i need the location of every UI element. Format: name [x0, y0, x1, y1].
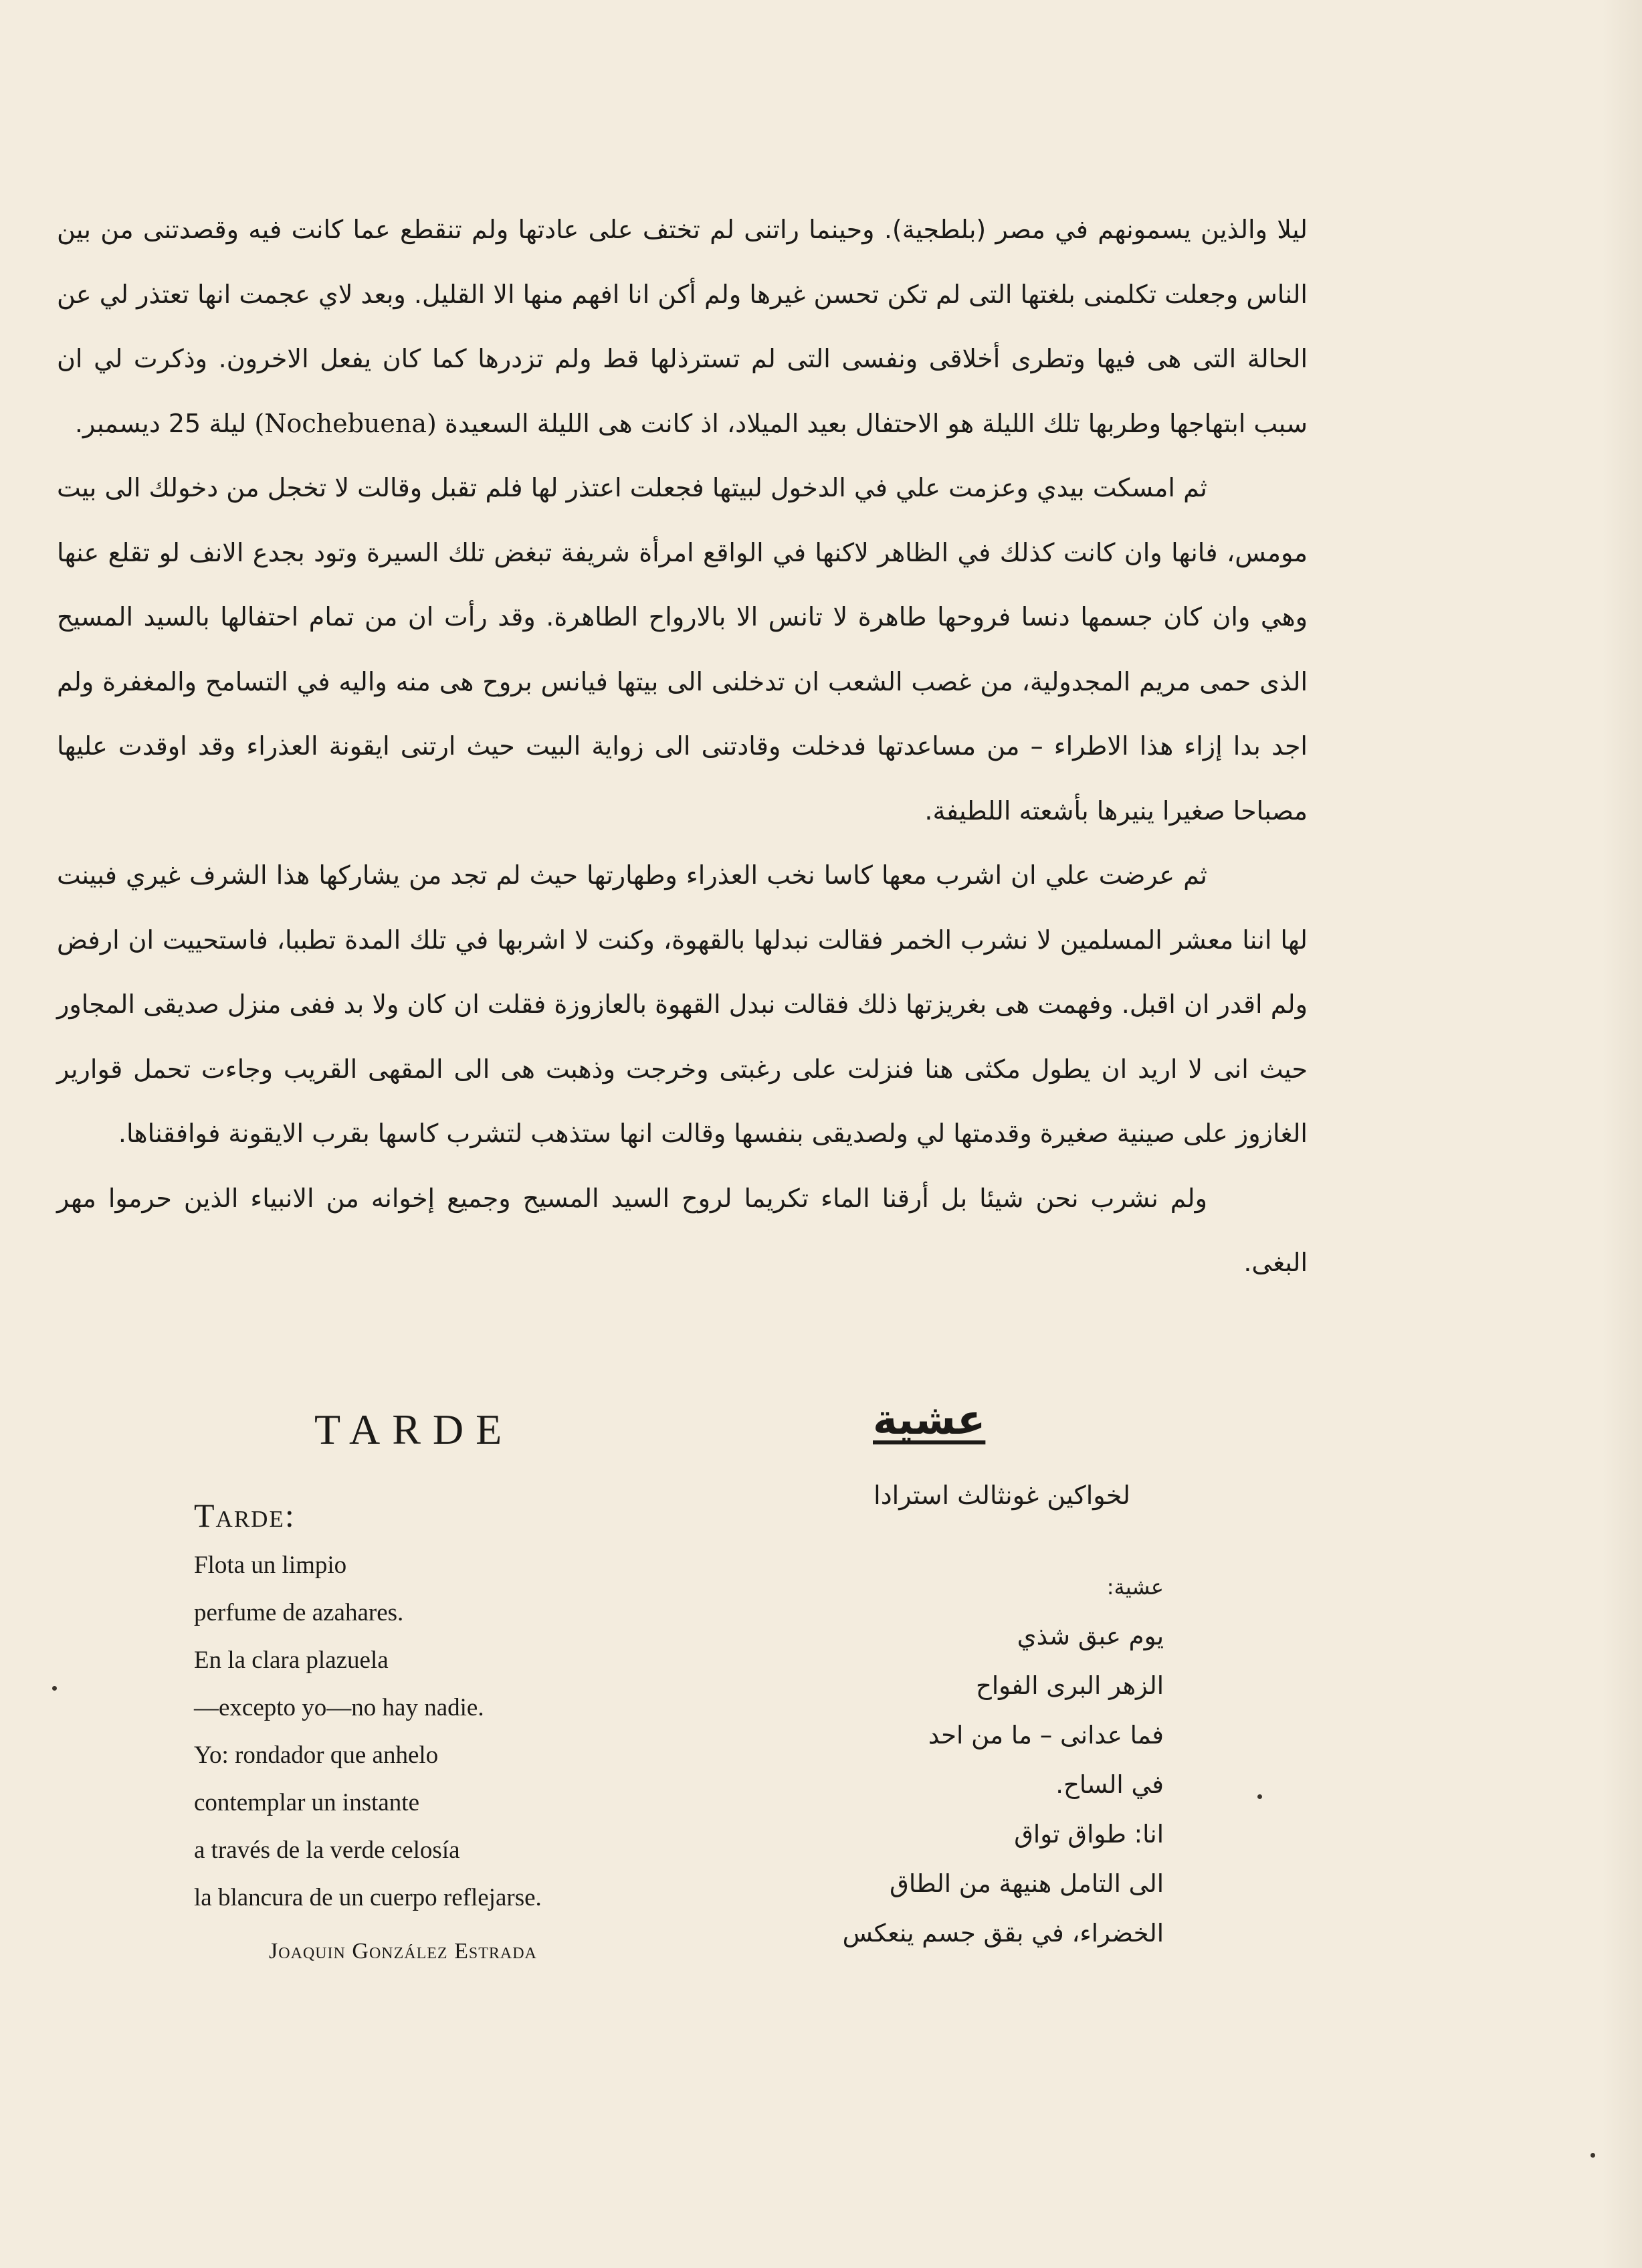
arabic-line: انا: طواق تواق [1014, 1820, 1164, 1849]
ink-speck [52, 1686, 57, 1691]
nochebuena-word: (Nochebuena) [254, 408, 437, 438]
spanish-line: contemplar un instante [194, 1789, 420, 1816]
arabic-line: فما عدانى – ما من احد [928, 1721, 1164, 1750]
spanish-line: Flota un limpio [194, 1551, 347, 1579]
page-edge-shadow [1602, 0, 1642, 2268]
arabic-line: الى التامل هنيهة من الطاق [890, 1869, 1164, 1898]
spanish-line: Yo: rondador que anhelo [194, 1741, 439, 1769]
prose-paragraph-4: ولم نشرب نحن شيئا بل أرقنا الماء تكريما لروح السيد المسيح وجميع إخوانه من الانبياء الذين حرموا مهر البغى. [57, 1183, 1308, 1277]
prose-paragraph-1-text: ليلا والذين يسمونهم في مصر (بلطجية). وحينما راتنى لم تختف على عادتها ولم تنقطع عما كانت فيه وقصدتنى من بين الناس وجعلت تكلمنى بلغتها التى لم تكن تحسن غيرها ولم أكن انا افهم منها الا القليل. وبعد لاي عجمت انها تعتذر لي عن الحالة التى هى فيها وتطرى أخلاقى ونفسى التى لم تسترذلها قط ولم تزدرها كما كان يفعل الاخرون. وذكرت لي ان سبب ابتهاجها وطربها تلك الليلة هو الاحتفال بعيد الميلاد، اذ كانت هى الليلة السعيدة (Nochebuena) ليلة 25 ديسمبر. [57, 215, 1308, 438]
arabic-author: لخواكين غونثالث استرادا [874, 1481, 1130, 1510]
arabic-poem [776, 1562, 1164, 1958]
spanish-author: Joaquin González Estrada [269, 1939, 537, 1964]
arabic-line: الزهر البرى الفواح [975, 1671, 1164, 1700]
arabic-line: الخضراء، في بقق جسم ينعكس [842, 1919, 1164, 1948]
prose-paragraph-2: ثم امسكت بيدي وعزمت علي في الدخول لبيتها فجعلت اعتذر لها فلم تقبل وقالت لا تخجل من دخولك الى بيت مومس، فانها وان كانت كذلك في الظاهر لاكنها في الواقع امرأة شريفة تبغض تلك السيرة وتود بجدع الانف لو تقلع عنها وهي وان كان جسمها دنسا فروحها طاهرة لا تانس الا بالارواح الطاهرة. وقد رأت ان من تمام احتفالها بالسيد المسيح الذى حمى مريم المجدولية، من غصب الشعب ان تدخلنى الى بيتها فيانس بروح هى منه واليه في التسامح والمغفرة ولم اجد بدا إزاء هذا الاطراء – من مساعدتها فدخلت وقادتنى الى زواية البيت حيث ارتنى ايقونة العذراء وقد اوقدت عليها مصباحا صغيرا ينيرها بأشعته اللطيفة. [57, 473, 1308, 826]
ink-speck [1257, 1794, 1262, 1799]
arabic-line: عشية: [1106, 1574, 1164, 1600]
prose-paragraph-1 [57, 197, 1308, 456]
arabic-line: في الساح. [1055, 1770, 1164, 1799]
spanish-line: —excepto yo—no hay nadie. [194, 1694, 484, 1721]
spanish-poem [194, 1492, 542, 1964]
arabic-line: يوم عبق شذي [1017, 1622, 1164, 1650]
prose-paragraph-3: ثم عرضت علي ان اشرب معها كاسا نخب العذراء وطهارتها حيث لم تجد من يشاركها هذا الشرف غيري فبينت لها اننا معشر المسلمين لا نشرب الخمر فقالت نبدلها بالقهوة، وكنت لا اشربها في تلك المدة تطببا، فاستحييت ان ارفض ولم اقدر ان اقبل. وفهمت هى بغريزتها ذلك فقالت نبدل القهوة بالعازوزة فقلت ان كان ولا بد ففى منزل صديقى المجاور حيث انى لا اريد ان يطول مكثى هنا فنزلت على رغبتى وخرجت وذهبت هى الى المقهى القريب وجاءت تحمل قوارير الغازوز على صينية صغيرة وقدمتها لي ولصديقى بنفسها وقالت انها ستذهب لتشرب كاسها بقرب الايقونة فوافقناها. [57, 860, 1308, 1148]
spanish-poem-label: Tarde: [194, 1497, 296, 1534]
arabic-title: عشية [873, 1395, 986, 1444]
spanish-line: En la clara plazuela [194, 1646, 389, 1674]
spanish-line: perfume de azahares. [194, 1599, 404, 1626]
spanish-line: a través de la verde celosía [194, 1836, 460, 1864]
ink-speck [1590, 2153, 1595, 2158]
spanish-title: TARDE [314, 1406, 514, 1453]
spanish-line: la blancura de un cuerpo reflejarse. [194, 1884, 542, 1911]
arabic-prose [57, 197, 1308, 1295]
